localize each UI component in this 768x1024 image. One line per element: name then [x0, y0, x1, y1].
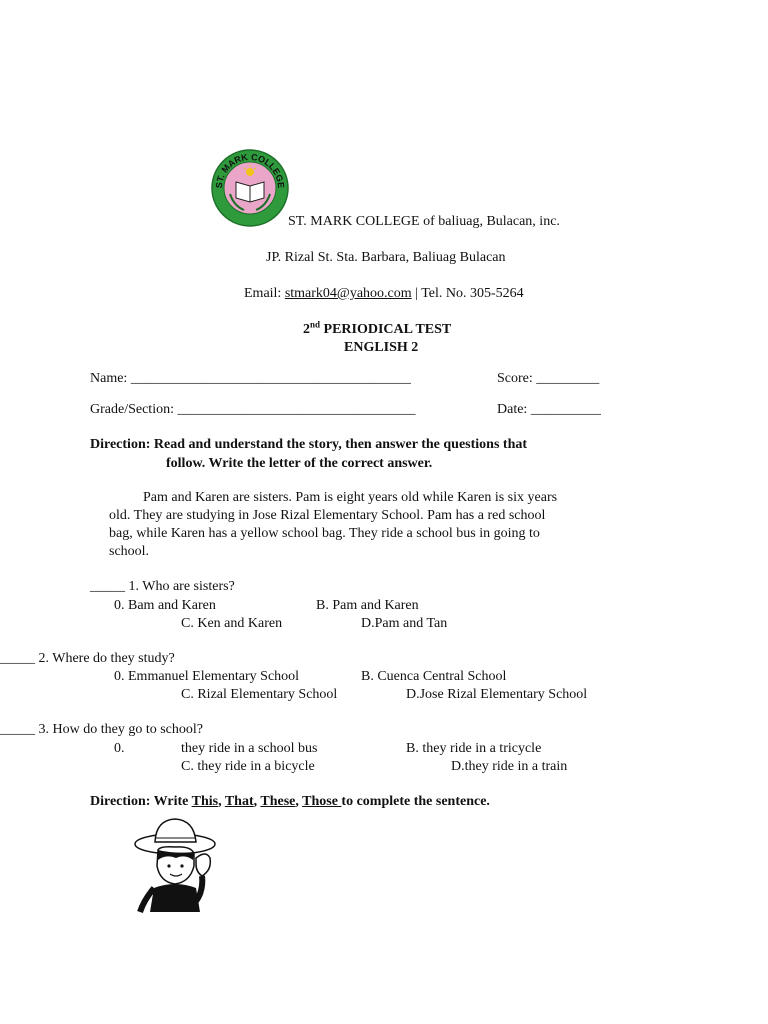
- date-field[interactable]: Date: __________: [497, 402, 601, 417]
- email-link[interactable]: stmark04@yahoo.com: [284, 286, 412, 301]
- logo-text: ST. MARK COLLEGE: [213, 151, 287, 189]
- question-1-option-b: B. Pam and Karen: [316, 598, 419, 613]
- score-field[interactable]: Score: _________: [497, 371, 600, 386]
- contact-line: [244, 285, 524, 303]
- story-line-2: old. They are studying in Jose Rizal Elementary School. Pam has a red school: [109, 508, 546, 523]
- school-address: JP. Rizal St. Sta. Barbara, Baliuag Bulacan: [266, 250, 506, 265]
- question-1-option-d: D.Pam and Tan: [361, 616, 448, 631]
- grade-section-field[interactable]: Grade/Section: __________________________________: [90, 402, 416, 417]
- question-2-option-a: 0. Emmanuel Elementary School: [114, 669, 300, 684]
- story-line-3: bag, while Karen has a yellow school bag. They ride a school bus in going to: [109, 526, 540, 541]
- boy-with-hat-illustration: [130, 814, 225, 914]
- question-1-option-a: 0. Bam and Karen: [114, 598, 216, 613]
- question-3-stem: _____ 3. How do they go to school?: [0, 722, 203, 737]
- question-3-option-a-number: 0.: [114, 741, 125, 756]
- story-line-1: Pam and Karen are sisters. Pam is eight years old while Karen is six years: [143, 490, 558, 505]
- school-seal-logo: [210, 148, 290, 228]
- question-1-stem: _____ 1. Who are sisters?: [90, 579, 235, 594]
- question-3-option-d: D.they ride in a train: [451, 759, 568, 774]
- question-3-option-a: they ride in a school bus: [181, 741, 318, 756]
- name-field[interactable]: Name: ________________________________________: [90, 371, 411, 386]
- tel-number: | Tel. No. 305-5264: [411, 286, 524, 301]
- question-3-option-c: C. they ride in a bicycle: [181, 759, 315, 774]
- direction-1-line-2: follow. Write the letter of the correct answer.: [166, 456, 433, 471]
- question-1-option-c: C. Ken and Karen: [181, 616, 283, 631]
- story-line-4: school.: [109, 544, 150, 559]
- test-title: 2nd PERIODICAL TEST: [303, 319, 452, 337]
- direction-2: Direction: Write This, That, These, Those to complete the sentence.: [90, 794, 490, 809]
- school-name: ST. MARK COLLEGE of baliuag, Bulacan, inc.: [288, 214, 560, 229]
- question-2-option-d: D.Jose Rizal Elementary School: [406, 687, 588, 702]
- question-2-option-b: B. Cuenca Central School: [361, 669, 507, 684]
- direction-1-line-1: Direction: Read and understand the story, then answer the questions that: [90, 437, 528, 452]
- subject-title: ENGLISH 2: [344, 340, 419, 355]
- email-label: Email:: [244, 286, 282, 301]
- question-2-option-c: C. Rizal Elementary School: [181, 687, 338, 702]
- question-3-option-b: B. they ride in a tricycle: [406, 741, 542, 756]
- question-2-stem: _____ 2. Where do they study?: [0, 651, 175, 666]
